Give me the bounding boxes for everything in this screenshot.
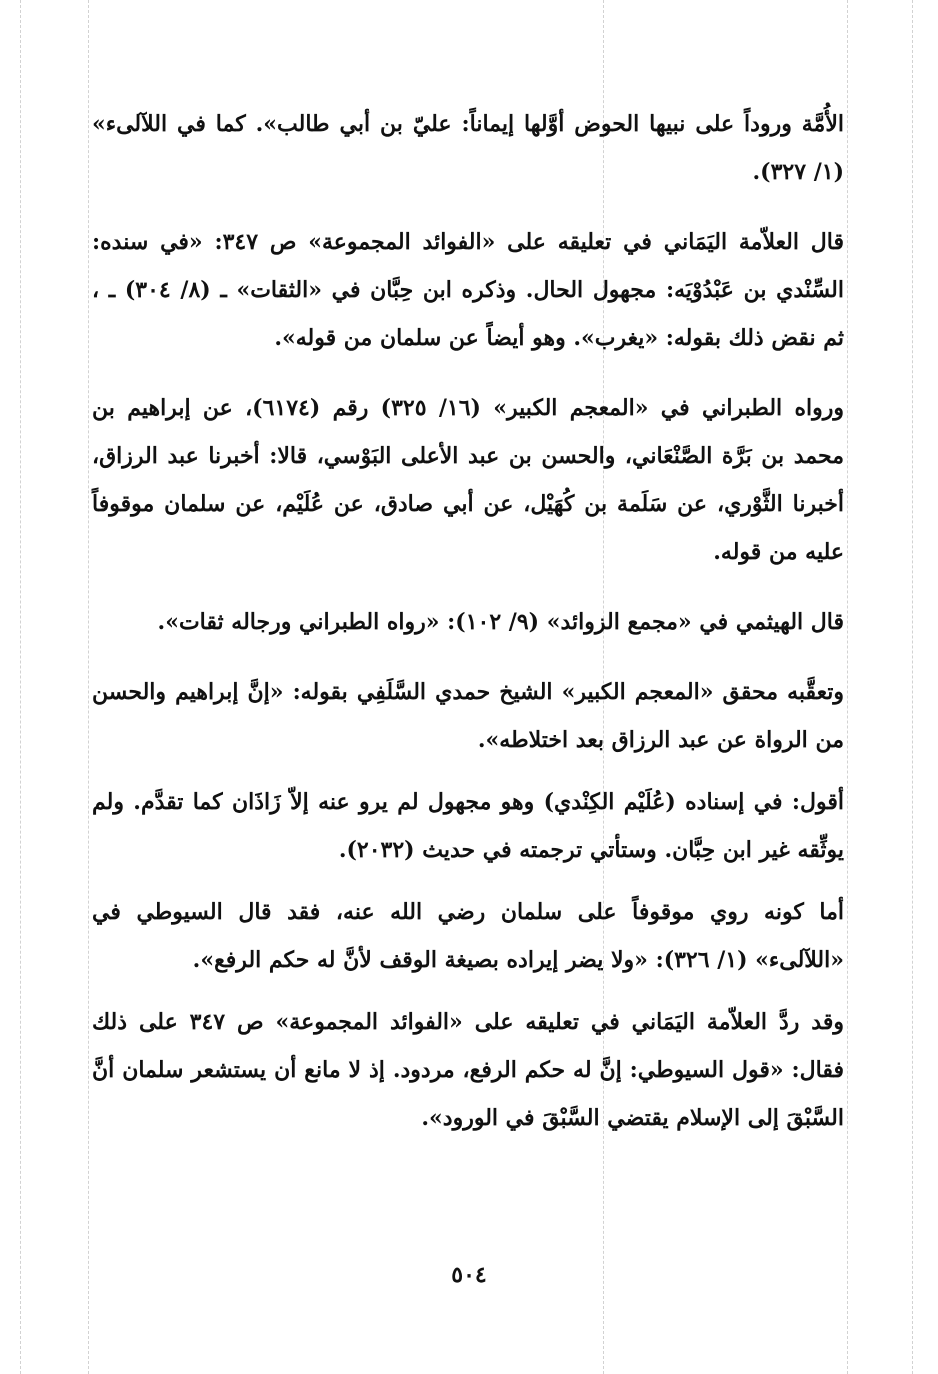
paragraph-1: الأُمَّة وروداً على نبيها الحوض أوَّلها إيماناً: عليّ بن أبي طالب». كما في اللآلىء» (١/ ٣٢٧).	[92, 111, 845, 185]
paragraph-3: ورواه الطبراني في «المعجم الكبير» (١٦/ ٣٢٥) رقم (٦١٧٤)، عن إبراهيم بن محمد بن بَرَّة الصَّنْعَاني، والحسن بن عبد الأعلى البَوْسي، قالا: أخبرنا عبد الرزاق، أخبرنا الثَّوْري، عن سَلَمة بن كُهَيْل، عن أبي صادق، عن عُلَيْم، عن سلمان موقوفاً عليه من قوله.	[92, 395, 844, 565]
paragraph-2: قال العلاّمة اليَمَاني في تعليقه على «الفوائد المجموعة» ص ٣٤٧: «في سنده: السِّنْدي بن عَبْدُوْيَه: مجهول الحال. وذكره ابن حِبَّان في «الثقات» ـ (٨/ ٣٠٤) ـ ، ثم نقض ذلك بقوله: «يغرب». وهو أيضاً عن سلمان من قوله».	[92, 229, 844, 351]
paragraph-8: وقد ردَّ العلاّمة اليَمَاني في تعليقه على «الفوائد المجموعة» ص ٣٤٧ على ذلك فقال: «قول السيوطي: إنَّ له حكم الرفع، مردود. إذ لا مانع أن يستشعر سلمان أنَّ السَّبْقَ إلى الإسلام يقتضي السَّبْقَ في الورود».	[92, 1009, 844, 1131]
page-number: ٥٠٤	[451, 1262, 487, 1288]
paragraph-4: قال الهيثمي في «مجمع الزوائد» (٩/ ١٠٢): «رواه الطبراني ورجاله ثقات».	[157, 609, 844, 635]
scan-guide-line	[20, 0, 21, 1374]
scan-guide-line	[88, 0, 89, 1374]
paragraph-6: أقول: في إسناده (عُلَيْم الكِنْدي) وهو مجهول لم يرو عنه إلاّ زَاذَان كما تقدَّم. ولم يوثِّقه غير ابن حِبَّان. وستأتي ترجمته في حديث (٢٠٣٢).	[92, 789, 844, 863]
page-body	[92, 100, 844, 1156]
scan-guide-line	[912, 0, 913, 1374]
paragraph-5: وتعقَّبه محقق «المعجم الكبير» الشيخ حمدي السَّلَفِي بقوله: «إنَّ إبراهيم والحسن من الرواة عن عبد الرزاق بعد اختلاطه».	[92, 679, 844, 753]
scan-guide-line	[847, 0, 848, 1374]
paragraph-7: أما كونه روي موقوفاً على سلمان رضي الله عنه، فقد قال السيوطي في «اللآلىء» (١/ ٣٢٦): «ولا يضر إيراده بصيغة الوقف لأنَّ له حكم الرفع».	[92, 899, 844, 973]
